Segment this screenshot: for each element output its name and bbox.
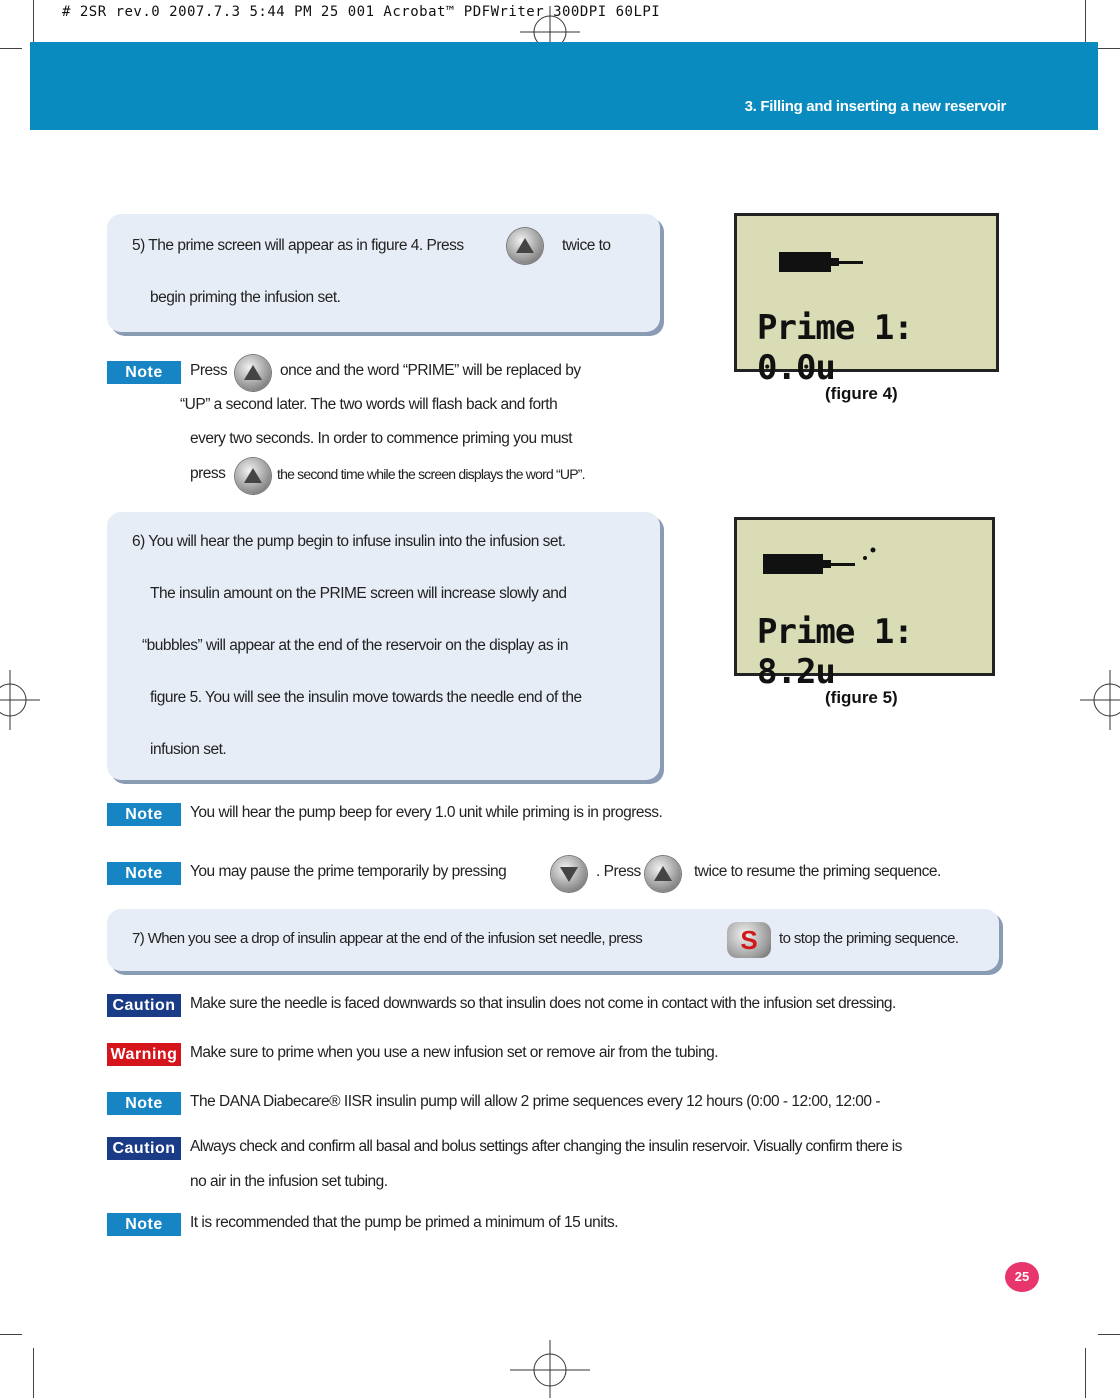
step5-line2: begin priming the infusion set. (150, 289, 341, 306)
crop-mark (0, 48, 22, 49)
crop-mark (1085, 0, 1086, 48)
page-number: 25 (1005, 1262, 1039, 1292)
crop-mark (1085, 1348, 1086, 1398)
step7-text-a: 7) When you see a drop of insulin appear at the end of the infusion set needle, press (132, 930, 643, 947)
up-button-icon (235, 458, 271, 494)
note1-line2: “UP” a second later. The two words will flash back and forth (180, 396, 558, 413)
crop-mark (33, 0, 34, 48)
crop-mark (1098, 48, 1120, 49)
figure5-lcd-text: Prime 1: 8.2u (757, 612, 913, 692)
figure4-lcd-text: Prime 1: 0.0u (757, 308, 913, 388)
up-button-icon (645, 856, 681, 892)
note-tag: Note (107, 361, 181, 384)
note-tag: Note (107, 803, 181, 826)
note-tag: Note (107, 1213, 181, 1236)
step6-line4: figure 5. You will see the insulin move towards the needle end of the (150, 689, 582, 706)
figure5-lcd (734, 517, 995, 692)
figure4-caption: (figure 4) (825, 384, 898, 403)
crop-mark (0, 1334, 22, 1335)
note5-text: It is recommended that the pump be primed a minimum of 15 units. (190, 1214, 619, 1231)
warning1-text: Make sure to prime when you use a new infusion set or remove air from the tubing. (190, 1044, 719, 1061)
crop-mark (33, 1348, 34, 1398)
caution2-line1: Always check and confirm all basal and bolus settings after changing the insulin reservoir. Visually confirm there is (190, 1138, 902, 1155)
figure4-lcd (734, 213, 999, 388)
registration-mark-left (0, 670, 40, 730)
note4-text: The DANA Diabecare® IISR insulin pump will allow 2 prime sequences every 12 hours (0:00 - 12:00, 12:00 - (190, 1093, 881, 1110)
caution-tag: Caution (107, 1137, 181, 1160)
note3-text-c: twice to resume the priming sequence. (694, 863, 941, 880)
step6-line2: The insulin amount on the PRIME screen will increase slowly and (150, 585, 567, 602)
registration-mark-right (1080, 670, 1120, 730)
step5-line1b: twice to (562, 237, 611, 254)
crop-mark (1098, 1334, 1120, 1335)
note3-text-b: . Press (596, 863, 641, 880)
note1-line3: every two seconds. In order to commence priming you must (190, 430, 573, 447)
note1-line4b: the second time while the screen displays the word “UP”. (277, 466, 585, 482)
syringe-bubbles-icon (761, 544, 891, 584)
note3-text-a: You may pause the prime temporarily by pressing (190, 863, 507, 880)
up-button-icon (507, 228, 543, 264)
header-bar (30, 42, 1098, 130)
note1-line1b: once and the word “PRIME” will be replaced by (280, 362, 581, 379)
step5-line1a: 5) The prime screen will appear as in figure 4. Press (132, 237, 464, 254)
step6-line5: infusion set. (150, 741, 227, 758)
step6-line1: 6) You will hear the pump begin to infuse insulin into the infusion set. (132, 533, 566, 550)
caution-tag: Caution (107, 994, 181, 1017)
up-button-icon (235, 355, 271, 391)
registration-mark-bottom (510, 1340, 590, 1398)
step6-line3: “bubbles” will appear at the end of the reservoir on the display as in (142, 637, 568, 654)
section-title: 3. Filling and inserting a new reservoir (744, 98, 1006, 115)
stop-button-icon: S (727, 922, 771, 958)
step7-text-b: to stop the priming sequence. (779, 930, 959, 947)
note-tag: Note (107, 1092, 181, 1115)
down-button-icon (551, 856, 587, 892)
note2-text: You will hear the pump beep for every 1.0 unit while priming is in progress. (190, 804, 663, 821)
note1-line4a: press (190, 465, 226, 482)
syringe-icon (777, 248, 867, 278)
note1-line1a: Press (190, 362, 228, 379)
print-header: # 2SR rev.0 2007.7.3 5:44 PM 25 001 Acrobat™ PDFWriter 300DPI 60LPI (62, 4, 661, 20)
figure5-caption: (figure 5) (825, 688, 898, 707)
caution2-line2: no air in the infusion set tubing. (190, 1173, 388, 1190)
note-tag: Note (107, 862, 181, 885)
caution1-text: Make sure the needle is faced downwards so that insulin does not come in contact with the infusion set dressing. (190, 995, 896, 1012)
warning-tag: Warning (107, 1043, 181, 1066)
